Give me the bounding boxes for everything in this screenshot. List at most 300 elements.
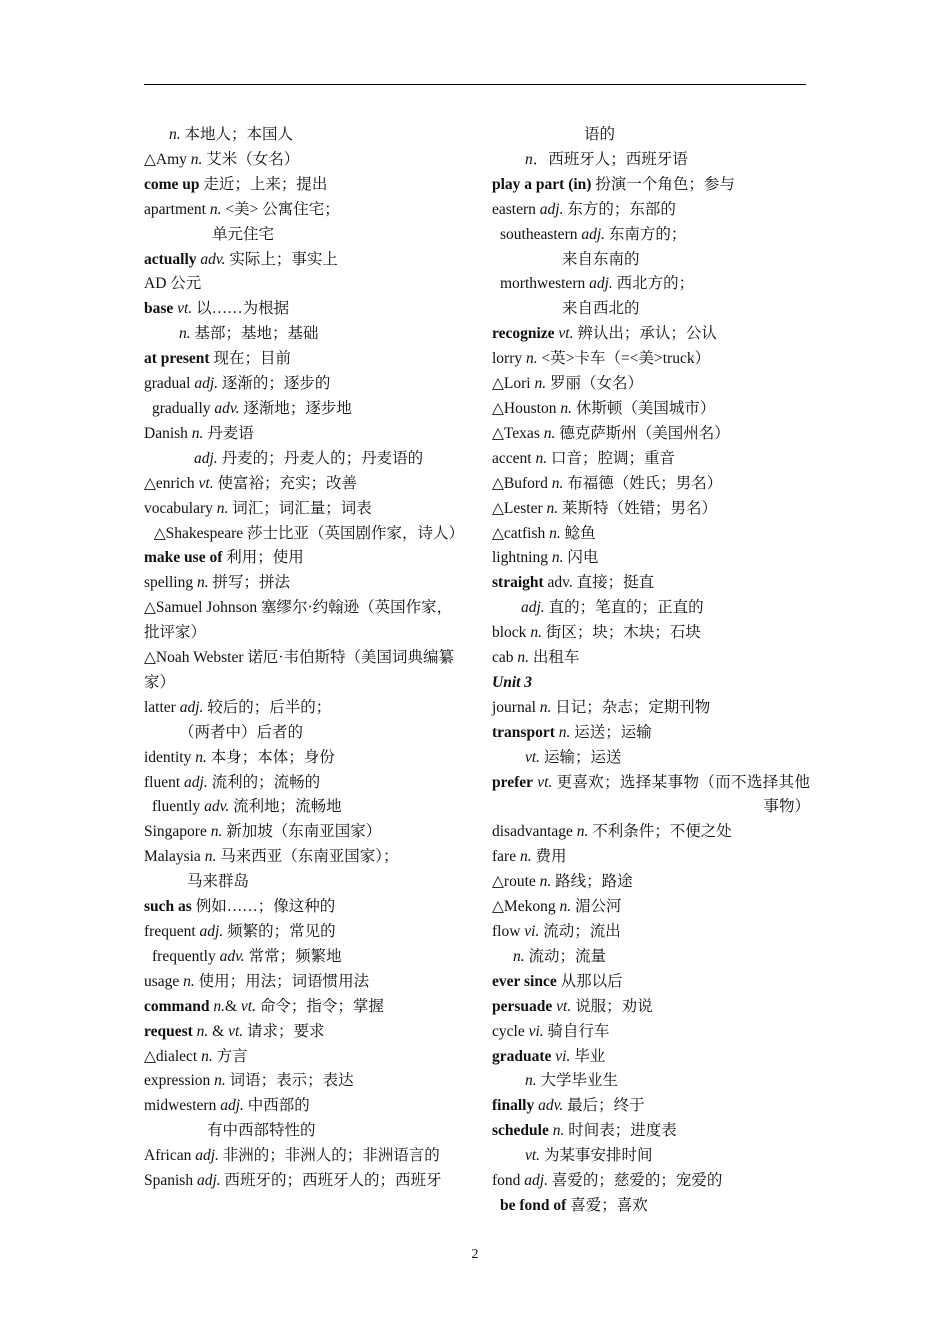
- definition-text: 马来群岛: [187, 873, 250, 891]
- definition-text: 街区；块；木块；石块: [541, 624, 701, 642]
- vocab-line: [500, 1194, 810, 1219]
- definition-text: spelling: [144, 574, 197, 592]
- headword: persuade: [492, 997, 553, 1015]
- vocab-line: [492, 372, 810, 397]
- vocab-line: [144, 372, 464, 397]
- vocab-line: [144, 920, 464, 945]
- definition-text: （两者中）后者的: [179, 723, 304, 741]
- part-of-speech: adj.: [194, 449, 218, 467]
- definition-text: 出租车: [529, 649, 580, 667]
- vocab-line: [492, 920, 810, 945]
- part-of-speech: adj.: [524, 1172, 548, 1190]
- part-of-speech: adv.: [214, 399, 240, 417]
- part-of-speech: n.: [183, 972, 195, 990]
- part-of-speech: n.: [210, 823, 223, 841]
- part-of-speech: adj.: [194, 375, 219, 393]
- definition-text: 鲶鱼: [560, 524, 596, 542]
- definition-text: △Houston: [492, 399, 561, 417]
- definition-text: 更喜欢；选择某事物（而不选择其他事物）: [552, 773, 810, 816]
- part-of-speech: adj.: [589, 275, 613, 293]
- definition-text: 本身；本体；身份: [206, 748, 335, 766]
- definition-text: Malaysia: [144, 848, 205, 866]
- definition-text: 莱斯特（姓错；男名）: [558, 499, 718, 517]
- part-of-speech: adj.: [184, 773, 208, 791]
- definition-text: 说服；劝说: [571, 997, 653, 1015]
- definition-text: 流动；流量: [524, 947, 607, 965]
- definition-text: 例如……；像这种的: [191, 898, 336, 916]
- definition-text: 现在；目前: [209, 350, 291, 368]
- unit-heading: Unit 3: [492, 673, 533, 691]
- vocab-line: [513, 945, 810, 970]
- vocab-line: [492, 820, 810, 845]
- definition-text: <英>卡车（=<美>truck）: [537, 350, 711, 368]
- definition-text: △Mekong: [492, 898, 560, 916]
- part-of-speech: n.: [190, 150, 203, 168]
- definition-text: frequent: [144, 923, 200, 940]
- part-of-speech: n.: [204, 848, 217, 866]
- part-of-speech: adj.: [199, 923, 224, 940]
- part-of-speech: vt.: [556, 997, 572, 1015]
- definition-text: &: [208, 1022, 229, 1040]
- headword: make use of: [144, 549, 223, 567]
- definition-text: fare: [492, 848, 520, 866]
- definition-text: 频繁的；常见的: [223, 923, 336, 940]
- vocab-line: [492, 1020, 810, 1045]
- definition-text: 时间表；进度表: [564, 1122, 677, 1140]
- part-of-speech: n.: [551, 474, 564, 492]
- vocab-line: [144, 995, 464, 1020]
- part-of-speech: n.: [539, 698, 552, 716]
- definition-text: 毕业: [570, 1047, 606, 1065]
- definition-text: <美> 公寓住宅；: [221, 200, 340, 218]
- part-of-speech: vt.: [537, 773, 553, 791]
- left-column: [144, 123, 464, 1194]
- definition-text: disadvantage: [492, 823, 577, 841]
- vocab-line: [144, 173, 464, 198]
- vocab-line: [525, 148, 810, 173]
- definition-text: △enrich: [144, 474, 199, 492]
- part-of-speech: n.: [169, 126, 181, 143]
- definition-text: 词汇；词汇量；词表: [228, 499, 372, 517]
- definition-text: △Lori: [492, 375, 535, 393]
- vocab-line: [144, 696, 464, 721]
- vocab-line: [492, 1094, 810, 1119]
- definition-text: 有中西部特性的: [207, 1122, 316, 1140]
- definition-text: 喜爱的；慈爱的；宠爱的: [547, 1172, 723, 1190]
- vocab-line: [492, 472, 810, 497]
- definition-text: 本地人；本国人: [180, 126, 294, 143]
- vocab-line: [144, 970, 464, 995]
- definition-text: 单元住宅: [212, 225, 275, 243]
- definition-text: 运送；运输: [570, 723, 652, 741]
- vocab-line: [525, 746, 810, 771]
- definition-text: midwestern: [144, 1097, 221, 1115]
- vocab-line: [492, 771, 810, 821]
- headword: such as: [144, 898, 192, 916]
- definition-text: 从那以后: [556, 972, 623, 990]
- definition-text: 实际上；事实上: [225, 250, 338, 268]
- definition-text: accent: [492, 449, 536, 467]
- vocab-line: [492, 397, 810, 422]
- part-of-speech: adv.: [204, 798, 230, 816]
- definition-text: 最后；终于: [563, 1097, 645, 1115]
- definition-text: 来自西北的: [562, 300, 640, 318]
- definition-text: 常常；频繁地: [244, 947, 342, 965]
- definition-text: 词语；表示；表达: [225, 1072, 354, 1090]
- part-of-speech: n.: [549, 524, 561, 542]
- definition-text: 布福德（姓氏；男名）: [563, 474, 723, 492]
- vocab-line: [144, 472, 464, 497]
- vocab-line: [144, 248, 464, 273]
- part-of-speech: vt.: [558, 325, 574, 343]
- vocab-line: [492, 995, 810, 1020]
- part-of-speech: n.: [201, 1047, 213, 1065]
- vocab-line: [144, 497, 464, 522]
- definition-text: 使富裕；充实；改善: [213, 474, 357, 492]
- right-column: [492, 123, 810, 1219]
- part-of-speech: n.: [179, 325, 191, 343]
- part-of-speech: n.: [534, 375, 547, 393]
- definition-text: △catfish: [492, 524, 550, 542]
- definition-text: 逐渐的；逐步的: [218, 375, 331, 393]
- vocab-line: [144, 895, 464, 920]
- vocab-line: [525, 1144, 810, 1169]
- definition-text: 西班牙的；西班牙人的；西班牙: [220, 1172, 442, 1190]
- headword: play a part (in): [492, 175, 592, 193]
- vocab-line: [492, 671, 810, 696]
- vocab-line: [492, 198, 810, 223]
- vocab-line: [144, 1045, 464, 1070]
- definition-text: 逐渐地；逐步地: [239, 399, 352, 417]
- part-of-speech: adv.: [219, 947, 245, 965]
- vocab-line: [144, 272, 464, 297]
- definition-text: 直的；笔直的；正直的: [544, 599, 704, 617]
- part-of-speech: n.: [513, 947, 525, 965]
- definition-text: △Amy: [144, 150, 191, 168]
- definition-text: southeastern: [500, 225, 582, 243]
- definition-text: eastern: [492, 200, 540, 218]
- part-of-speech: adj.: [581, 225, 606, 243]
- vocab-line: [492, 322, 810, 347]
- definition-text: △Lester: [492, 499, 547, 517]
- vocab-line: [144, 596, 464, 646]
- vocab-line: [492, 1119, 810, 1144]
- vocab-line: [144, 571, 464, 596]
- headword: command: [144, 997, 210, 1015]
- definition-text: 喜爱；喜欢: [566, 1196, 648, 1214]
- definition-text: 日记；杂志；定期刊物: [551, 698, 711, 716]
- definition-text: 以……为根据: [192, 300, 290, 318]
- vocab-line: [144, 771, 464, 796]
- vocab-line: [144, 1094, 464, 1119]
- part-of-speech: n.: [517, 649, 530, 667]
- vocab-line: [187, 870, 464, 895]
- header-rule: [144, 84, 806, 85]
- definition-text: 德克萨斯州（美国州名）: [555, 424, 730, 442]
- vocab-line: [144, 297, 464, 322]
- vocab-line: [144, 422, 464, 447]
- headword: graduate: [492, 1047, 552, 1065]
- definition-text: AD 公元: [144, 275, 202, 293]
- definition-text: cycle: [492, 1022, 529, 1040]
- vocab-line: [492, 422, 810, 447]
- definition-text: △dialect: [144, 1047, 202, 1065]
- vocab-line: [144, 347, 464, 372]
- definition-text: 请求；要求: [243, 1022, 325, 1040]
- definition-text: 流利地；流畅地: [229, 798, 342, 816]
- definition-text: 西北方的；: [612, 275, 695, 293]
- vocab-line: [492, 845, 810, 870]
- definition-text: 不利条件；不便之处: [588, 823, 732, 841]
- vocab-line: [492, 497, 810, 522]
- part-of-speech: n.: [216, 499, 229, 517]
- part-of-speech: vi.: [555, 1047, 571, 1065]
- headword: prefer: [492, 773, 534, 791]
- vocab-line: [492, 696, 810, 721]
- headword: at present: [144, 350, 210, 368]
- part-of-speech: adj.: [539, 200, 564, 218]
- part-of-speech: n: [525, 150, 533, 168]
- vocab-line: [500, 223, 810, 248]
- definition-text: 走近；上来；提出: [199, 175, 328, 193]
- part-of-speech: adv.: [200, 250, 226, 268]
- definition-text: 流利的；流畅的: [207, 773, 321, 791]
- definition-text: lightning: [492, 549, 552, 567]
- part-of-speech: adv.: [538, 1097, 564, 1115]
- headword: be fond of: [500, 1196, 567, 1214]
- definition-text: 运输；运送: [540, 748, 622, 766]
- definition-text: apartment: [144, 200, 210, 218]
- definition-text: 语的: [584, 126, 616, 143]
- part-of-speech: adj.: [195, 1147, 219, 1165]
- definition-text: Spanish: [144, 1172, 197, 1190]
- vocab-line: [492, 1045, 810, 1070]
- definition-text: 东南方的；: [605, 225, 687, 243]
- headword: schedule: [492, 1122, 549, 1140]
- headword: ever since: [492, 972, 557, 990]
- vocab-line: [152, 945, 464, 970]
- part-of-speech: n.: [209, 200, 222, 218]
- part-of-speech: n.: [526, 350, 538, 368]
- part-of-speech: adj.: [179, 698, 204, 716]
- vocab-line: [179, 322, 464, 347]
- definition-text: 中西部的: [243, 1097, 310, 1115]
- headword: transport: [492, 723, 555, 741]
- definition-text: △route: [492, 873, 540, 891]
- definition-text: 丹麦的；丹麦人的；丹麦语的: [217, 449, 424, 467]
- part-of-speech: vt.: [177, 300, 193, 318]
- vocab-line: [525, 1069, 810, 1094]
- part-of-speech: n.: [543, 424, 556, 442]
- vocab-line: [492, 522, 810, 547]
- definition-text: 马来西亚（东南亚国家）；: [216, 848, 399, 866]
- part-of-speech: n.: [546, 499, 559, 517]
- definition-text: 较后的；后半的；: [203, 698, 332, 716]
- definition-text: fond: [492, 1172, 525, 1190]
- definition-text: flow: [492, 923, 525, 940]
- definition-text: 利用；使用: [222, 549, 304, 567]
- definition-text: 东方的；东部的: [563, 200, 676, 218]
- vocab-line: [179, 721, 464, 746]
- part-of-speech: vi.: [528, 1022, 544, 1040]
- vocab-line: [207, 1119, 464, 1144]
- definition-text: block: [492, 624, 531, 642]
- vocab-line: [144, 746, 464, 771]
- definition-text: 使用；用法；词语惯用法: [194, 972, 370, 990]
- definition-text: gradually: [152, 399, 215, 417]
- definition-text: 非洲的；非洲人的；非洲语言的: [218, 1147, 440, 1165]
- headword: straight: [492, 574, 544, 592]
- definition-text: fluent: [144, 773, 185, 791]
- vocab-line: [144, 1020, 464, 1045]
- headword: request: [144, 1022, 193, 1040]
- definition-text: 骑自行车: [543, 1022, 610, 1040]
- definition-text: 拼写；拼法: [208, 574, 290, 592]
- definition-text: 流动；流出: [539, 923, 621, 940]
- vocab-line: [144, 546, 464, 571]
- definition-text: vocabulary: [144, 499, 217, 517]
- part-of-speech: n.: [525, 1072, 537, 1090]
- definition-text: frequently: [152, 947, 220, 965]
- definition-text: 罗丽（女名）: [546, 375, 643, 393]
- definition-text: 费用: [531, 848, 567, 866]
- part-of-speech: n.: [559, 898, 572, 916]
- definition-text: 新加坡（东南亚国家）: [222, 823, 382, 841]
- part-of-speech: n.: [560, 399, 572, 417]
- part-of-speech: n.: [519, 848, 532, 866]
- part-of-speech: vt.: [525, 1147, 541, 1165]
- part-of-speech: n.: [530, 624, 542, 642]
- definition-text: 艾米（女名）: [202, 150, 300, 168]
- vocab-line: [144, 1169, 464, 1194]
- vocab-line: [144, 1069, 464, 1094]
- part-of-speech: n.: [214, 1072, 226, 1090]
- definition-text: 辨认出；承认；公认: [573, 325, 717, 343]
- part-of-speech: n.: [196, 1022, 209, 1040]
- vocab-line: [562, 297, 810, 322]
- part-of-speech: vi.: [524, 923, 540, 940]
- definition-text: 闪电: [563, 549, 599, 567]
- vocab-line: [144, 845, 464, 870]
- definition-text: &: [224, 997, 241, 1015]
- definition-text: usage: [144, 972, 184, 990]
- part-of-speech: n.: [195, 748, 207, 766]
- vocab-line: [144, 1144, 464, 1169]
- vocab-line: [492, 1169, 810, 1194]
- part-of-speech: vt.: [228, 1022, 244, 1040]
- page-number: 2: [471, 1247, 479, 1262]
- headword: finally: [492, 1097, 535, 1115]
- definition-text: Danish: [144, 424, 192, 442]
- vocab-line: [492, 173, 810, 198]
- headword: come up: [144, 175, 200, 193]
- part-of-speech: n.: [576, 823, 589, 841]
- vocab-line: [492, 347, 810, 372]
- vocab-line: [144, 820, 464, 845]
- vocab-line: [492, 447, 810, 472]
- vocab-line: [492, 621, 810, 646]
- definition-text: ．西班牙人；西班牙语: [532, 150, 688, 168]
- headword: base: [144, 300, 174, 318]
- definition-text: △Shakespeare 莎士比亚（英国剧作家，诗人）: [153, 524, 464, 542]
- vocab-line: [492, 546, 810, 571]
- vocab-line: [492, 571, 810, 596]
- part-of-speech: adj.: [220, 1097, 244, 1115]
- part-of-speech: adj.: [196, 1172, 221, 1190]
- part-of-speech: n.: [535, 449, 548, 467]
- definition-text: 大学毕业生: [536, 1072, 619, 1090]
- definition-text: 路线；路途: [551, 873, 633, 891]
- definition-text: 来自东南的: [562, 250, 640, 268]
- vocab-line: [194, 447, 464, 472]
- definition-text: cab: [492, 649, 518, 667]
- definition-text: adv. 直接；挺直: [543, 574, 655, 592]
- definition-text: lorry: [492, 350, 527, 368]
- definition-text: 湄公河: [571, 898, 622, 916]
- vocab-line: [492, 870, 810, 895]
- part-of-speech: n.: [196, 574, 209, 592]
- definition-text: △Texas: [492, 424, 544, 442]
- definition-text: fluently: [152, 798, 205, 816]
- definition-text: 口音；腔调；重音: [547, 449, 675, 467]
- headword: actually: [144, 250, 197, 268]
- definition-text: African: [144, 1147, 196, 1165]
- definition-text: expression: [144, 1072, 215, 1090]
- part-of-speech: n.: [552, 1122, 565, 1140]
- definition-text: △Buford: [492, 474, 552, 492]
- part-of-speech: n.: [551, 549, 564, 567]
- definition-text: journal: [492, 698, 540, 716]
- definition-text: morthwestern: [500, 275, 590, 293]
- vocab-line: [562, 248, 810, 273]
- vocab-line: [584, 123, 810, 148]
- definition-text: 基部；基地；基础: [190, 325, 319, 343]
- part-of-speech: n.: [213, 997, 225, 1015]
- definition-text: 休斯顿（美国城市）: [571, 399, 716, 417]
- part-of-speech: vt.: [525, 748, 541, 766]
- definition-text: 丹麦语: [203, 424, 254, 442]
- definition-text: 扮演一个角色；参与: [591, 175, 735, 193]
- definition-text: △Samuel Johnson 塞缪尔·约翰逊（英国作家，批评家）: [144, 599, 453, 642]
- vocab-line: [212, 223, 464, 248]
- definition-text: 方言: [212, 1047, 248, 1065]
- definition-text: △Noah Webster 诺厄·韦伯斯特（美国词典编纂家）: [144, 649, 455, 691]
- vocab-line: [492, 721, 810, 746]
- vocab-line: [500, 272, 810, 297]
- vocab-line: [152, 397, 464, 422]
- part-of-speech: n.: [558, 723, 571, 741]
- vocab-line: [144, 522, 464, 547]
- definition-text: identity: [144, 748, 196, 766]
- part-of-speech: n.: [539, 873, 552, 891]
- vocab-line: [144, 148, 464, 173]
- part-of-speech: adj.: [521, 599, 545, 617]
- definition-text: 命令；指令；掌握: [255, 997, 384, 1015]
- vocab-line: [492, 895, 810, 920]
- vocab-line: [144, 198, 464, 223]
- vocab-line: [492, 646, 810, 671]
- vocab-line: [152, 795, 464, 820]
- definition-text: Singapore: [144, 823, 211, 841]
- vocab-line: [521, 596, 810, 621]
- part-of-speech: vt.: [240, 997, 256, 1015]
- vocab-line: [492, 970, 810, 995]
- definition-text: gradual: [144, 375, 195, 393]
- definition-text: latter: [144, 698, 180, 716]
- part-of-speech: n.: [191, 424, 204, 442]
- part-of-speech: vt.: [198, 474, 214, 492]
- headword: recognize: [492, 325, 555, 343]
